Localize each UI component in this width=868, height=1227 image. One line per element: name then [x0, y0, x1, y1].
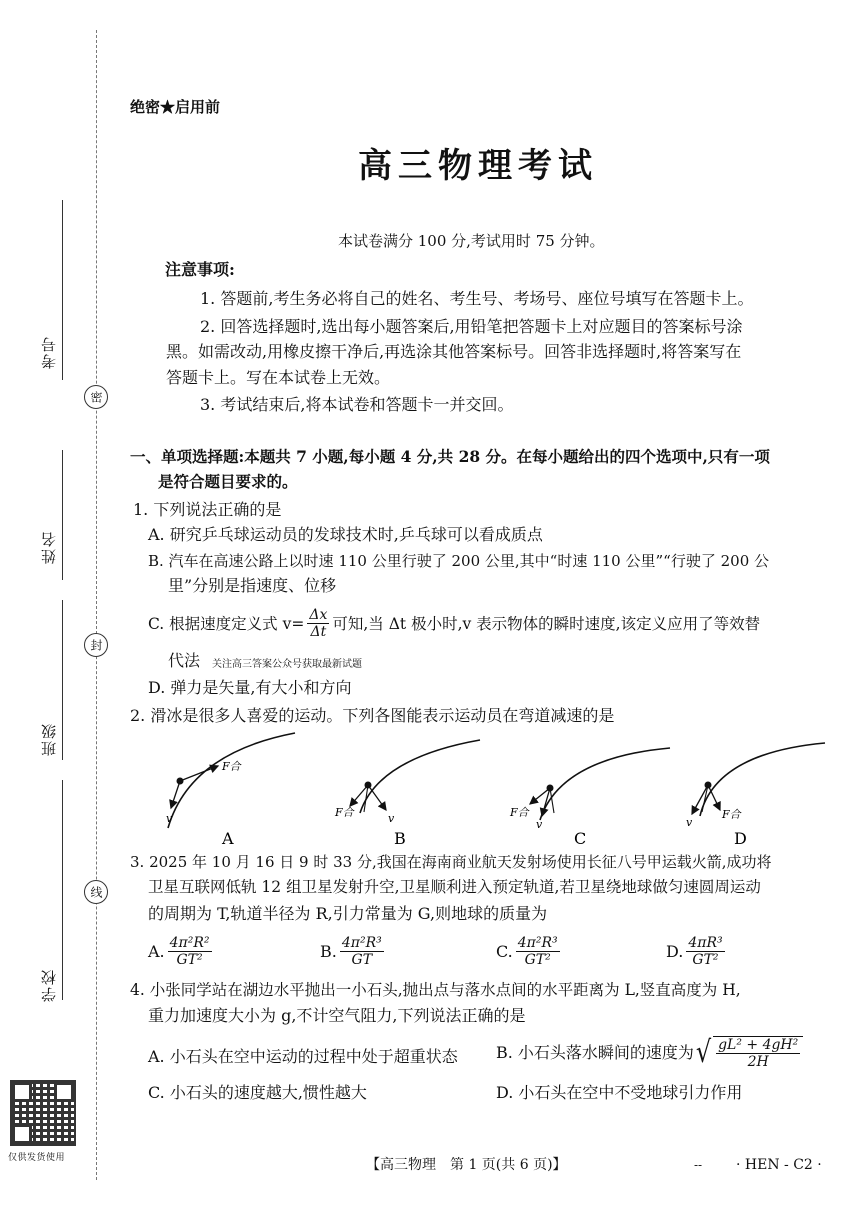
- q2-stem: 2. 滑冰是很多人喜爱的运动。下列各图能表示运动员在弯道减速的是: [130, 706, 615, 725]
- q3-option-b: [320, 935, 387, 968]
- exam-no-line: [62, 200, 63, 380]
- figure-b-force-label: F合: [335, 806, 354, 819]
- q3-c-num: 4π²R³: [517, 935, 558, 951]
- q2-figures: [150, 728, 840, 850]
- q3-b-den: GT: [351, 952, 373, 968]
- q3-d-num: 4πR³: [688, 935, 723, 951]
- figure-a-option: A: [222, 829, 234, 848]
- q1-option-c-cont: 代法: [168, 651, 201, 670]
- figure-b-velocity-arrow: [368, 785, 386, 810]
- q3-a-num: 4π²R²: [169, 935, 210, 951]
- figure-d-force-label: F合: [722, 808, 741, 821]
- footer-code: · HEN - C2 ·: [736, 1157, 822, 1173]
- seal-mark-mi: 密: [84, 385, 108, 409]
- seal-mark-xian: 线: [84, 880, 108, 904]
- q3-c-den: GT²: [524, 952, 551, 968]
- q3-line-3: 的周期为 T,轨道半径为 R,引力常量为 G,则地球的质量为: [148, 904, 548, 923]
- q3-b-label: B.: [320, 941, 337, 961]
- watermark-text: 关注高三答案公众号获取最新试题: [212, 659, 362, 670]
- figure-d-path: [700, 743, 825, 816]
- q3-c-label: C.: [496, 941, 513, 961]
- figure-c-force-arrow: [530, 788, 550, 804]
- figure-a-force-label: F合: [222, 760, 241, 773]
- class-line: [62, 600, 63, 760]
- figure-b-velocity-label: v: [388, 812, 395, 825]
- q4-option-c: C. 小石头的速度越大,惯性越大: [148, 1083, 367, 1102]
- class-label: 班级: [40, 722, 58, 756]
- sqrt-symbol-icon: √: [695, 1035, 712, 1070]
- notice-item-2a: 2. 回答选择题时,选出每小题答案后,用铅笔把答题卡上对应题目的答案标号涂: [200, 317, 743, 336]
- footer-page-info: 【高三物理 第 1 页(共 6 页)】: [366, 1157, 567, 1173]
- seal-mark-feng: 封: [84, 633, 108, 657]
- q4-option-b: [496, 1036, 803, 1070]
- section-1-heading-cont: 是符合题目要求的。: [158, 472, 298, 491]
- notice-item-1: 1. 答题前,考生务必将自己的姓名、考生号、考场号、座位号填写在答题卡上。: [200, 289, 754, 308]
- q4-b-prefix: B. 小石头落水瞬间的速度为: [496, 1043, 694, 1062]
- q4-b-sqrt: [694, 1036, 803, 1070]
- page-title: 高三物理考试: [358, 146, 598, 186]
- q4-line-2: 重力加速度大小为 g,不计空气阻力,下列说法正确的是: [148, 1006, 526, 1025]
- section-1-heading: 一、单项选择题:本题共 7 小题,每小题 4 分,共 28 分。在每小题给出的四个选项中,只有一项: [130, 447, 770, 466]
- notice-item-2b: 黑。如需改动,用橡皮擦干净后,再选涂其他答案标号。回答非选择题时,将答案写在: [166, 342, 742, 361]
- q3-option-a: [148, 935, 215, 968]
- q3-option-d: [666, 935, 728, 968]
- name-label: 姓名: [40, 530, 58, 564]
- q1-c-fraction: [307, 607, 329, 640]
- figure-c-path: [540, 748, 670, 820]
- figure-c-force-label: F合: [510, 806, 529, 819]
- figure-a-path: [168, 733, 295, 828]
- q1-option-d: D. 弹力是矢量,有大小和方向: [148, 678, 352, 697]
- notice-item-3: 3. 考试结束后,将本试卷和答题卡一并交回。: [200, 395, 514, 414]
- q1-option-b-cont: 里”分别是指速度、位移: [168, 576, 337, 595]
- q3-d-den: GT²: [692, 952, 719, 968]
- figure-d-velocity-label: v: [686, 816, 693, 829]
- figure-c-option: C: [574, 829, 587, 848]
- q4-b-num: gL² + 4gH²: [718, 1037, 799, 1053]
- notice-item-2c: 答题卡上。写在本试卷上无效。: [166, 368, 391, 387]
- q1-c-frac-den: Δt: [310, 624, 327, 640]
- school-label: 学校: [40, 968, 58, 1002]
- q4-line-1: 4. 小张同学站在湖边水平抛出一小石头,抛出点与落水点间的水平距离为 L,竖直高度为 H,: [130, 981, 741, 999]
- figure-a-velocity-label: v: [166, 812, 173, 825]
- figure-c-tangent: [550, 788, 554, 813]
- qr-code: [10, 1080, 76, 1146]
- q3-b-num: 4π²R³: [341, 935, 382, 951]
- q1-option-c: [148, 607, 760, 640]
- q3-a-fraction: [168, 935, 212, 968]
- q1-stem: 1. 下列说法正确的是: [133, 500, 282, 519]
- q4-option-a: A. 小石头在空中运动的过程中处于超重状态: [148, 1047, 458, 1066]
- figure-d-option: D: [734, 829, 747, 848]
- name-line: [62, 450, 63, 580]
- figure-b-path: [360, 740, 480, 813]
- q3-c-fraction: [516, 935, 560, 968]
- footer-dash: --: [694, 1158, 703, 1172]
- figure-a-force-arrow: [180, 766, 218, 781]
- q3-d-fraction: [686, 935, 724, 968]
- notice-heading: 注意事项:: [165, 260, 235, 279]
- q3-a-den: GT²: [176, 952, 203, 968]
- q1-option-a: A. 研究乒乓球运动员的发球技术时,乒乓球可以看成质点: [148, 525, 543, 544]
- q4-option-d: D. 小石头在空中不受地球引力作用: [496, 1083, 743, 1102]
- q3-a-label: A.: [148, 941, 165, 961]
- q1-c-frac-num: Δx: [309, 607, 328, 623]
- q3-d-label: D.: [666, 941, 684, 961]
- qr-caption: 仅供发货使用: [8, 1153, 66, 1163]
- q3-line-1: 3. 2025 年 10 月 16 日 9 时 33 分,我国在海南商业航天发射场使用长征八号甲运载火箭,成功将: [130, 853, 772, 871]
- school-line: [62, 780, 63, 1000]
- q3-b-fraction: [340, 935, 384, 968]
- binding-dashed-line: [96, 30, 97, 1180]
- q1-c-prefix: C. 根据速度定义式 v=: [148, 614, 305, 633]
- q4-b-fraction: [713, 1036, 803, 1070]
- q4-b-den: 2H: [747, 1054, 769, 1070]
- figure-d-force-arrow: [708, 785, 720, 810]
- q1-c-suffix: 可知,当 Δt 极小时,v 表示物体的瞬时速度,该定义应用了等效替: [332, 614, 761, 633]
- figure-b-option: B: [394, 829, 406, 848]
- figure-c-velocity-label: v: [536, 818, 543, 831]
- q3-option-c: [496, 935, 563, 968]
- exam-no-label: 考号: [40, 335, 58, 369]
- exam-info: 本试卷满分 100 分,考试用时 75 分钟。: [338, 232, 605, 250]
- q1-option-b: B. 汽车在高速公路上以时速 110 公里行驶了 200 公里,其中“时速 110 公里”“行驶了 200 公: [148, 552, 770, 570]
- q3-line-2: 卫星互联网低轨 12 组卫星发射升空,卫星顺利进入预定轨道,若卫星绕地球做匀速圆周运动: [148, 878, 761, 896]
- secret-label: 绝密★启用前: [130, 98, 221, 116]
